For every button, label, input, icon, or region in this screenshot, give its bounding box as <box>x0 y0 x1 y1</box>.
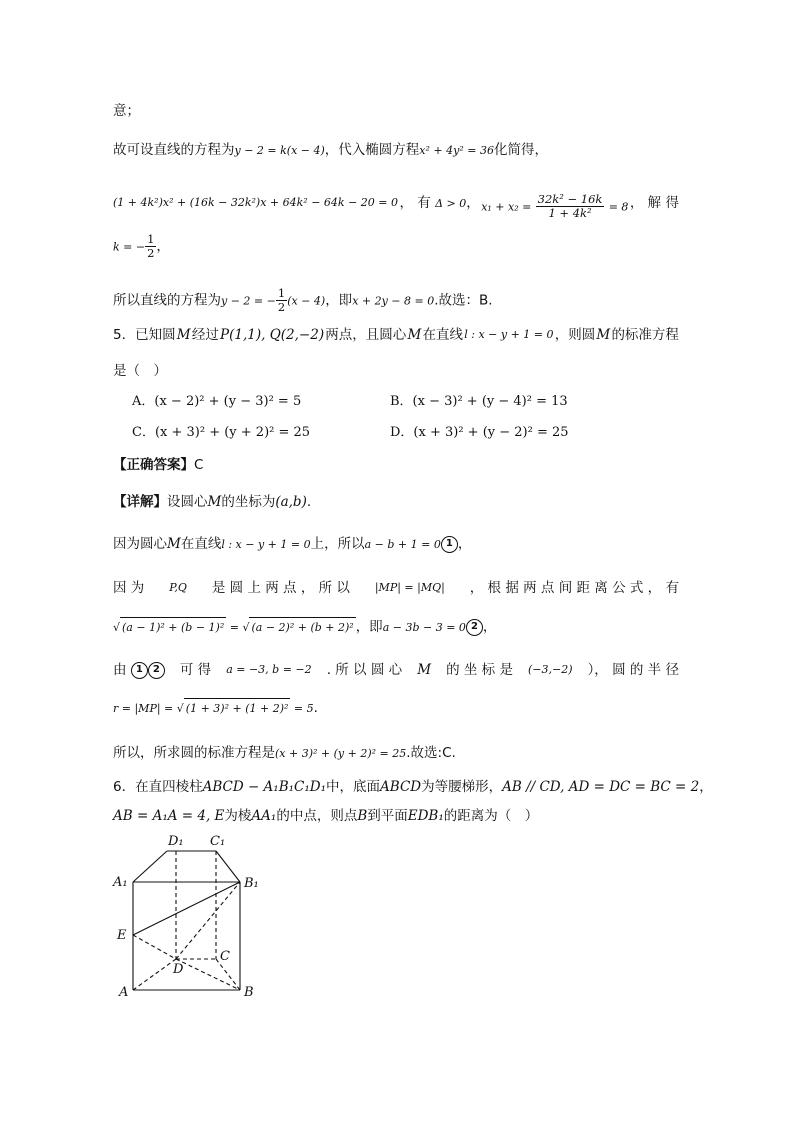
question-6: 6．在直四棱柱ABCD − A₁B₁C₁D₁中，底面ABCD为等腰梯形，AB // CD, AD = DC = BC = 2， <box>113 779 713 795</box>
text-line: √ (a − 1)² + (b − 1)² = √ (a − 2)² + (b + 2)² ，即a − 3b − 3 = 0 2 ， <box>113 617 496 638</box>
edge-A1-D1 <box>133 851 167 882</box>
label-D: D <box>173 962 184 977</box>
label-C1: C₁ <box>210 834 226 849</box>
label-C: C <box>220 949 230 964</box>
edge-C1-B1 <box>216 851 240 882</box>
label-D1: D₁ <box>168 834 184 849</box>
option-d: D．(x + 3)² + (y − 2)² = 25 <box>390 425 569 440</box>
option-a: A．(x − 2)² + (y − 3)² = 5 <box>132 394 302 409</box>
label-A: A <box>119 985 129 1000</box>
text-line: (1 + 4k²)x² + (16k − 32k²)x + 64k² − 64k − 20 = 0 ， 有 Δ > 0， x₁ + x₂ = $\frac{\text{32k² − 16k}}{\text{1 + 4k²}}$ = 8 ， 解 得 <box>113 192 679 220</box>
question-5: 5．已知圆 M 经过 P(1,1), Q(2,−2) 两点，且圆心 M 在直线 l : x − y + 1 = 0 ，则圆 M 的标准方程 <box>113 327 679 343</box>
text-line: k = − $\frac{1}{2}$ ， <box>113 232 170 260</box>
edge-D-B1 <box>176 882 240 959</box>
label-B: B <box>244 985 254 1000</box>
label-A1: A₁ <box>113 875 128 890</box>
text-line: 是（ ） <box>113 363 167 379</box>
text-line: 所以，所求圆的标准方程是(x + 3)² + (y + 2)² = 25.故选:C. <box>113 745 456 761</box>
text-line: 意； <box>113 103 140 119</box>
text-line: 故可设直线的方程为y − 2 = k(x − 4)，代入椭圆方程x² + 4y² = 36化简得， <box>113 142 548 158</box>
text-line: 由 1 2 可 得 a = −3, b = −2 . 所 以 圆 心 M 的 坐 标 是 (−3,−2) ）， 圆 的 半 径 <box>113 662 679 678</box>
option-b: B．(x − 3)² + (y − 4)² = 13 <box>390 394 568 409</box>
label-E: E <box>117 928 127 943</box>
edge-D-B <box>176 959 240 990</box>
label-B1: B₁ <box>244 876 259 891</box>
option-c: C．(x + 3)² + (y + 2)² = 25 <box>132 425 311 440</box>
text-line: 所以直线的方程为y − 2 = − $\frac{1}{2}$ (x − 4)，即x + 2y − 8 = 0.故选：B. <box>113 286 493 314</box>
answer-line: 【正确答案】C <box>113 457 204 473</box>
text-line: 因 为 P,Q 是 圆 上 两 点 ， 所 以 |MP| = |MQ| ， 根 据 两 点 间 距 离 公 式 ， 有 <box>113 580 679 596</box>
edge-E-D <box>133 935 176 959</box>
edge-A-D <box>133 959 176 990</box>
text-line: AB = A₁A = 4, E为棱AA₁的中点，则点B到平面EDB₁的距离为（ ） <box>113 808 539 824</box>
prism-figure <box>110 830 270 1005</box>
detail-line: 【详解】设圆心M的坐标为(a,b). <box>113 494 312 510</box>
text-line: r = |MP| = √ (1 + 3)² + (1 + 2)² = 5. <box>113 698 318 719</box>
text-line: 因为圆心M在直线l : x − y + 1 = 0上，所以a − b + 1 = 0 1 ， <box>113 536 472 552</box>
edge-E-B1 <box>133 882 240 935</box>
